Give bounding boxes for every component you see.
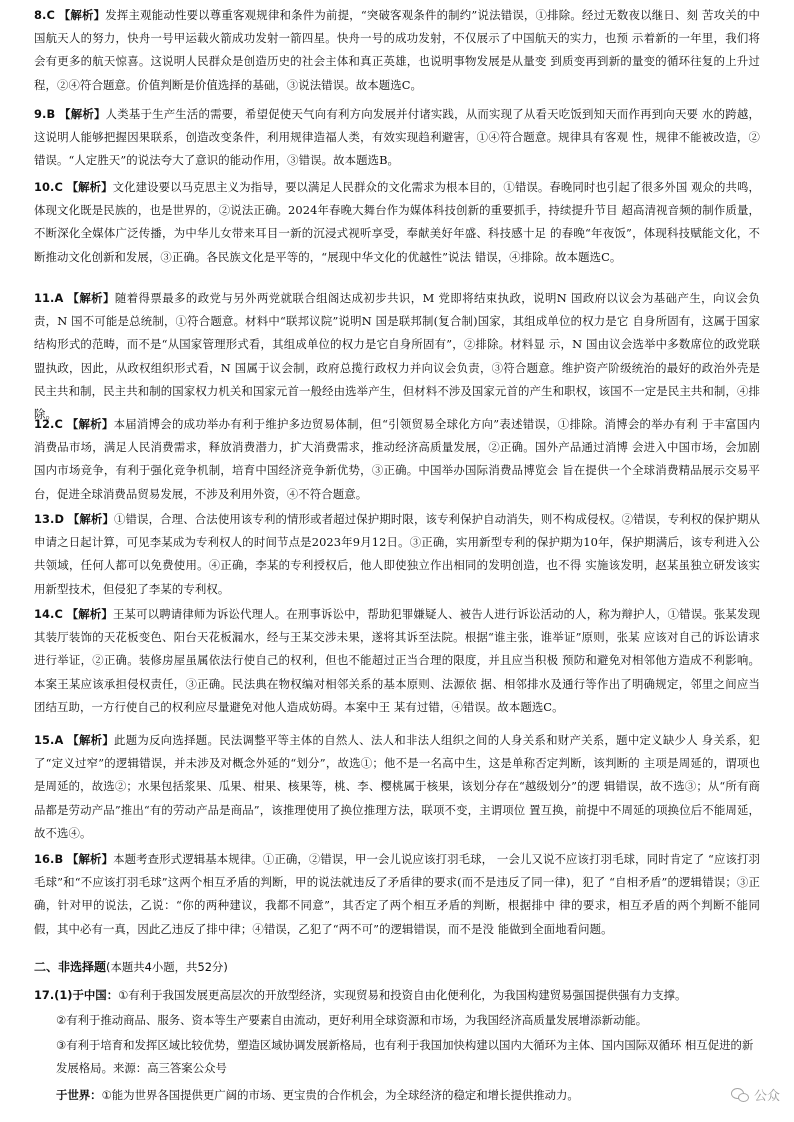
q17-text: ①有利于我国发展更高层次的开放型经济，实现贸易和投资自由化便利化，为我国构建贸易强国提供强有力支撑。 — [118, 988, 687, 1002]
watermark-text: 公众 — [753, 1089, 780, 1104]
q17-china-p1 — [34, 984, 754, 1007]
question-number: 8.C — [34, 8, 55, 22]
analysis-tag: 【解析】 — [67, 291, 115, 305]
analysis-text: 发挥主观能动性要以尊重客观规律和条件为前提，“突破客观条件的制约”说法错误，①排除。经过无数夜以继日、刻 苦攻关的中国航天人的努力，快舟一号甲运载火箭成功发射一箭四星。快舟一号的成功发射，不仅展示了中国航天的实力，也预 示着新的一年里，我们将会有更多的航天惊喜。这说明人民群众是创造历史的社会主体和真正英雄，也说明事物发展是从量变 到质变再到新的量变的循环往复的上升过程，②④符合题意。价值判断是价值选择的基础，③说法错误。故本题选C。 — [34, 8, 760, 92]
analysis-tag: 【解析】 — [59, 107, 106, 121]
analysis-tag: 【解析】 — [67, 733, 115, 747]
answer-16 — [34, 848, 760, 941]
answer-14 — [34, 603, 760, 719]
question-number: 10.C — [34, 180, 63, 194]
answer-11 — [34, 287, 760, 426]
analysis-tag: 【解析】 — [67, 512, 114, 526]
analysis-tag: 【解析】 — [66, 607, 113, 621]
question-number: 16.B — [34, 852, 64, 866]
q17-world-label: 于世界： — [56, 1088, 102, 1102]
answer-13 — [34, 508, 760, 601]
q17-label: 17.(1)于中国： — [34, 988, 119, 1002]
analysis-text: 随着得票最多的政党与另外两党就联合组阁达成初步共识，M 党即将结束执政，说明N 国政府以议会为基础产生，向议会负责，N 国不可能是总统制，①符合题意。材料中“联邦议院”说明N 国是联邦制(复合制)国家，其组成单位的权力是它 自身所固有，这属于国家结构形式的范畴，而不是“从国家管理形式看，其组成单位的权力是它自身所固有”，②排除。材料显 示，N 国由议会选举中多数席位的政党联盟执政，因此，从政权组织形式看，N 国属于议会制，政府总揽行政权力并向议会负责，③符合题意。维护资产阶级统治的最好的政治外壳是民主共和制，民主共和制的国家权力机关和国家元首一般经由选举产生，但材料不涉及国家元首的产生和职权，该国不一定是民主共和制，④排除。 — [34, 291, 760, 422]
question-number: 9.B — [34, 107, 56, 121]
answer-10 — [34, 176, 760, 269]
section-title: 二、非选择题 — [34, 960, 107, 974]
analysis-text: 本届消博会的成功举办有利于维护多边贸易体制，但“引领贸易全球化方向”表述错误，①排除。消博会的举办有利 于丰富国内消费品市场，满足人民消费需求，释放消费潜力，扩大消费需求，推动经济高质量发展，②正确。国外产品通过消博 会进入中国市场，会加剧国内市场竞争，有利于强化竞争机制，培育中国经济竞争新优势，③正确。中国举办国际消费品博览会 旨在提供一个全球消费精品展示交易平台，促进全球消费品贸易发展，不涉及利用外资，④不符合题意。 — [34, 417, 760, 501]
analysis-text: 本题考查形式逻辑基本规律。①正确，②错误，甲一会儿说应该打羽毛球， 一会儿又说不应该打羽毛球，同时肯定了 “应该打羽毛球”和“不应该打羽毛球”这两个相互矛盾的判断，甲的说法就违反了矛盾律的要求(而不是违反了同一律)，犯了 “自相矛盾”的逻辑错误；③正确，针对甲的说法，乙说：“你的两种建议，我都不同意”，其否定了两个相互矛盾的判断，根据排中 律的要求，相互矛盾的两个判断不能同假，其中必有一真，因此乙违反了排中律；④错误，乙犯了“两不可”的逻辑错误，而不是没 能做到全面地看问题。 — [34, 852, 760, 936]
analysis-text: 王某可以聘请律师为诉讼代理人。在刑事诉讼中，帮助犯罪嫌疑人、被告人进行诉讼活动的人，称为辩护人，①错误。张某发现其装厅装饰的天花板变色、阳台天花板漏水，经与王某交涉未果，遂将其诉至法院。根据“谁主张，谁举证”原则，张某 应该对自己的诉讼请求进行举证，②正确。装修房屋虽属依法行使自己的权利，但也不能超过正当合理的限度，并且应当积极 预防和避免对相邻他方造成不利影响。本案王某应该承担侵权责任，③正确。民法典在物权编对相邻关系的基本原则、法源依 据、相邻排水及通行等作出了明确规定，邻里之间应当团结互助，一方行使自己的权利应尽量避免对他人造成妨碍。本案中王 某有过错，④错误。故本题选C。 — [34, 607, 761, 714]
answer-15 — [34, 729, 760, 845]
question-number: 13.D — [34, 512, 65, 526]
question-number: 12.C — [34, 417, 63, 431]
q17-world-p1 — [56, 1084, 760, 1107]
q17-china-p3 — [56, 1034, 760, 1080]
q17-text: ②有利于推动商品、服务、资本等生产要素自由流动，更好利用全球资源和市场，为我国经济高质量发展增添新动能。 — [56, 1013, 648, 1027]
q17-china-p2 — [56, 1009, 776, 1032]
wechat-icon — [731, 1088, 749, 1102]
analysis-tag: 【解析】 — [67, 852, 114, 866]
answer-12 — [34, 413, 760, 506]
analysis-tag: 【解析】 — [58, 8, 106, 22]
analysis-text: 人类基于生产生活的需要，希望促使天气向有利方向发展并付诸实践，从而实现了从看天吃饭到知天而作再到向天要 水的跨越，这说明人能够把握因果联系，创造改变条件，利用规律造福人类，有效实现趋利避害，①④符合题意。规律具有客观 性，规律不能被改造，②错误。“人定胜天”的说法夸大了意识的能动作用，③错误。故本题选B。 — [34, 107, 760, 168]
question-number: 14.C — [34, 607, 63, 621]
analysis-tag: 【解析】 — [66, 180, 113, 194]
question-number: 11.A — [34, 291, 64, 305]
analysis-tag: 【解析】 — [66, 417, 114, 431]
question-number: 15.A — [34, 733, 64, 747]
analysis-text: ①错误，合理、合法使用该专利的情形或者超过保护期时限，该专利保护自动消失，则不构成侵权。②错误，专利权的保护期从申请之日起计算，可见李某成为专利权人的时间节点是2023年9月12日。③正确，实用新型专利的保护期为10年，保护期满后，该专利进入公共领域，任何人都可以免费使用。④正确，李某的专利授权后，他人即使独立作出相同的发明创造，也不得 实施该发明，赵某虽独立研发该实用新型技术，但侵犯了李某的专利权。 — [34, 512, 760, 596]
answer-8 — [34, 4, 760, 97]
section-heading — [34, 958, 228, 975]
q17-text: ③有利于培育和发挥区域比较优势，塑造区域协调发展新格局，也有利于我国加快构建以国内大循环为主体、国内国际双循环 相互促进的新发展格局。来源：高三答案公众号 — [56, 1038, 754, 1075]
analysis-text: 此题为反向选择题。民法调整平等主体的自然人、法人和非法人组织之间的人身关系和财产关系，题中定义缺少人 身关系，犯了“定义过窄”的逻辑错误，并未涉及对概念外延的“划分”，故选①；他不是一名高中生，这是单称否定判断，该判断的 主项是周延的，谓项也是周延的，故选②；水果包括浆果、瓜果、柑果、核果等，桃、李、樱桃属于核果，该划分存在“越级划分”的逻 辑错误，故不选③；从“所有商品都是劳动产品”推出“有的劳动产品是商品”，该推理使用了换位推理方法，联项不变，主谓项位 置互换，前提中不周延的项换位后不能周延，故不选④。 — [34, 733, 760, 840]
answer-9 — [34, 103, 760, 173]
watermark — [731, 1085, 780, 1104]
q17-text: ①能为世界各国提供更广阔的市场、更宝贵的合作机会，为全球经济的稳定和增长提供推动力。 — [101, 1088, 579, 1102]
section-note: (本题共4小题，共52分) — [106, 960, 228, 974]
analysis-text: 文化建设要以马克思主义为指导，要以满足人民群众的文化需求为根本目的，①错误。春晚同时也引起了很多外国 观众的共鸣，体现文化既是民族的，也是世界的，②说法正确。2024年春晚大舞台作为媒体科技创新的重要抓手，持续提升节目 超高清视音频的制作质量，不断深化全媒体广泛传播，为中华儿女带来耳目一新的沉浸式视听享受，奉献美好年盛、科技感十足 的春晚“年夜饭”，体现科技赋能文化，不断推动文化创新和发展，③正确。各民族文化是平等的，“展现中华文化的优越性”说法 错误，④排除。故本题选C。 — [34, 180, 760, 264]
